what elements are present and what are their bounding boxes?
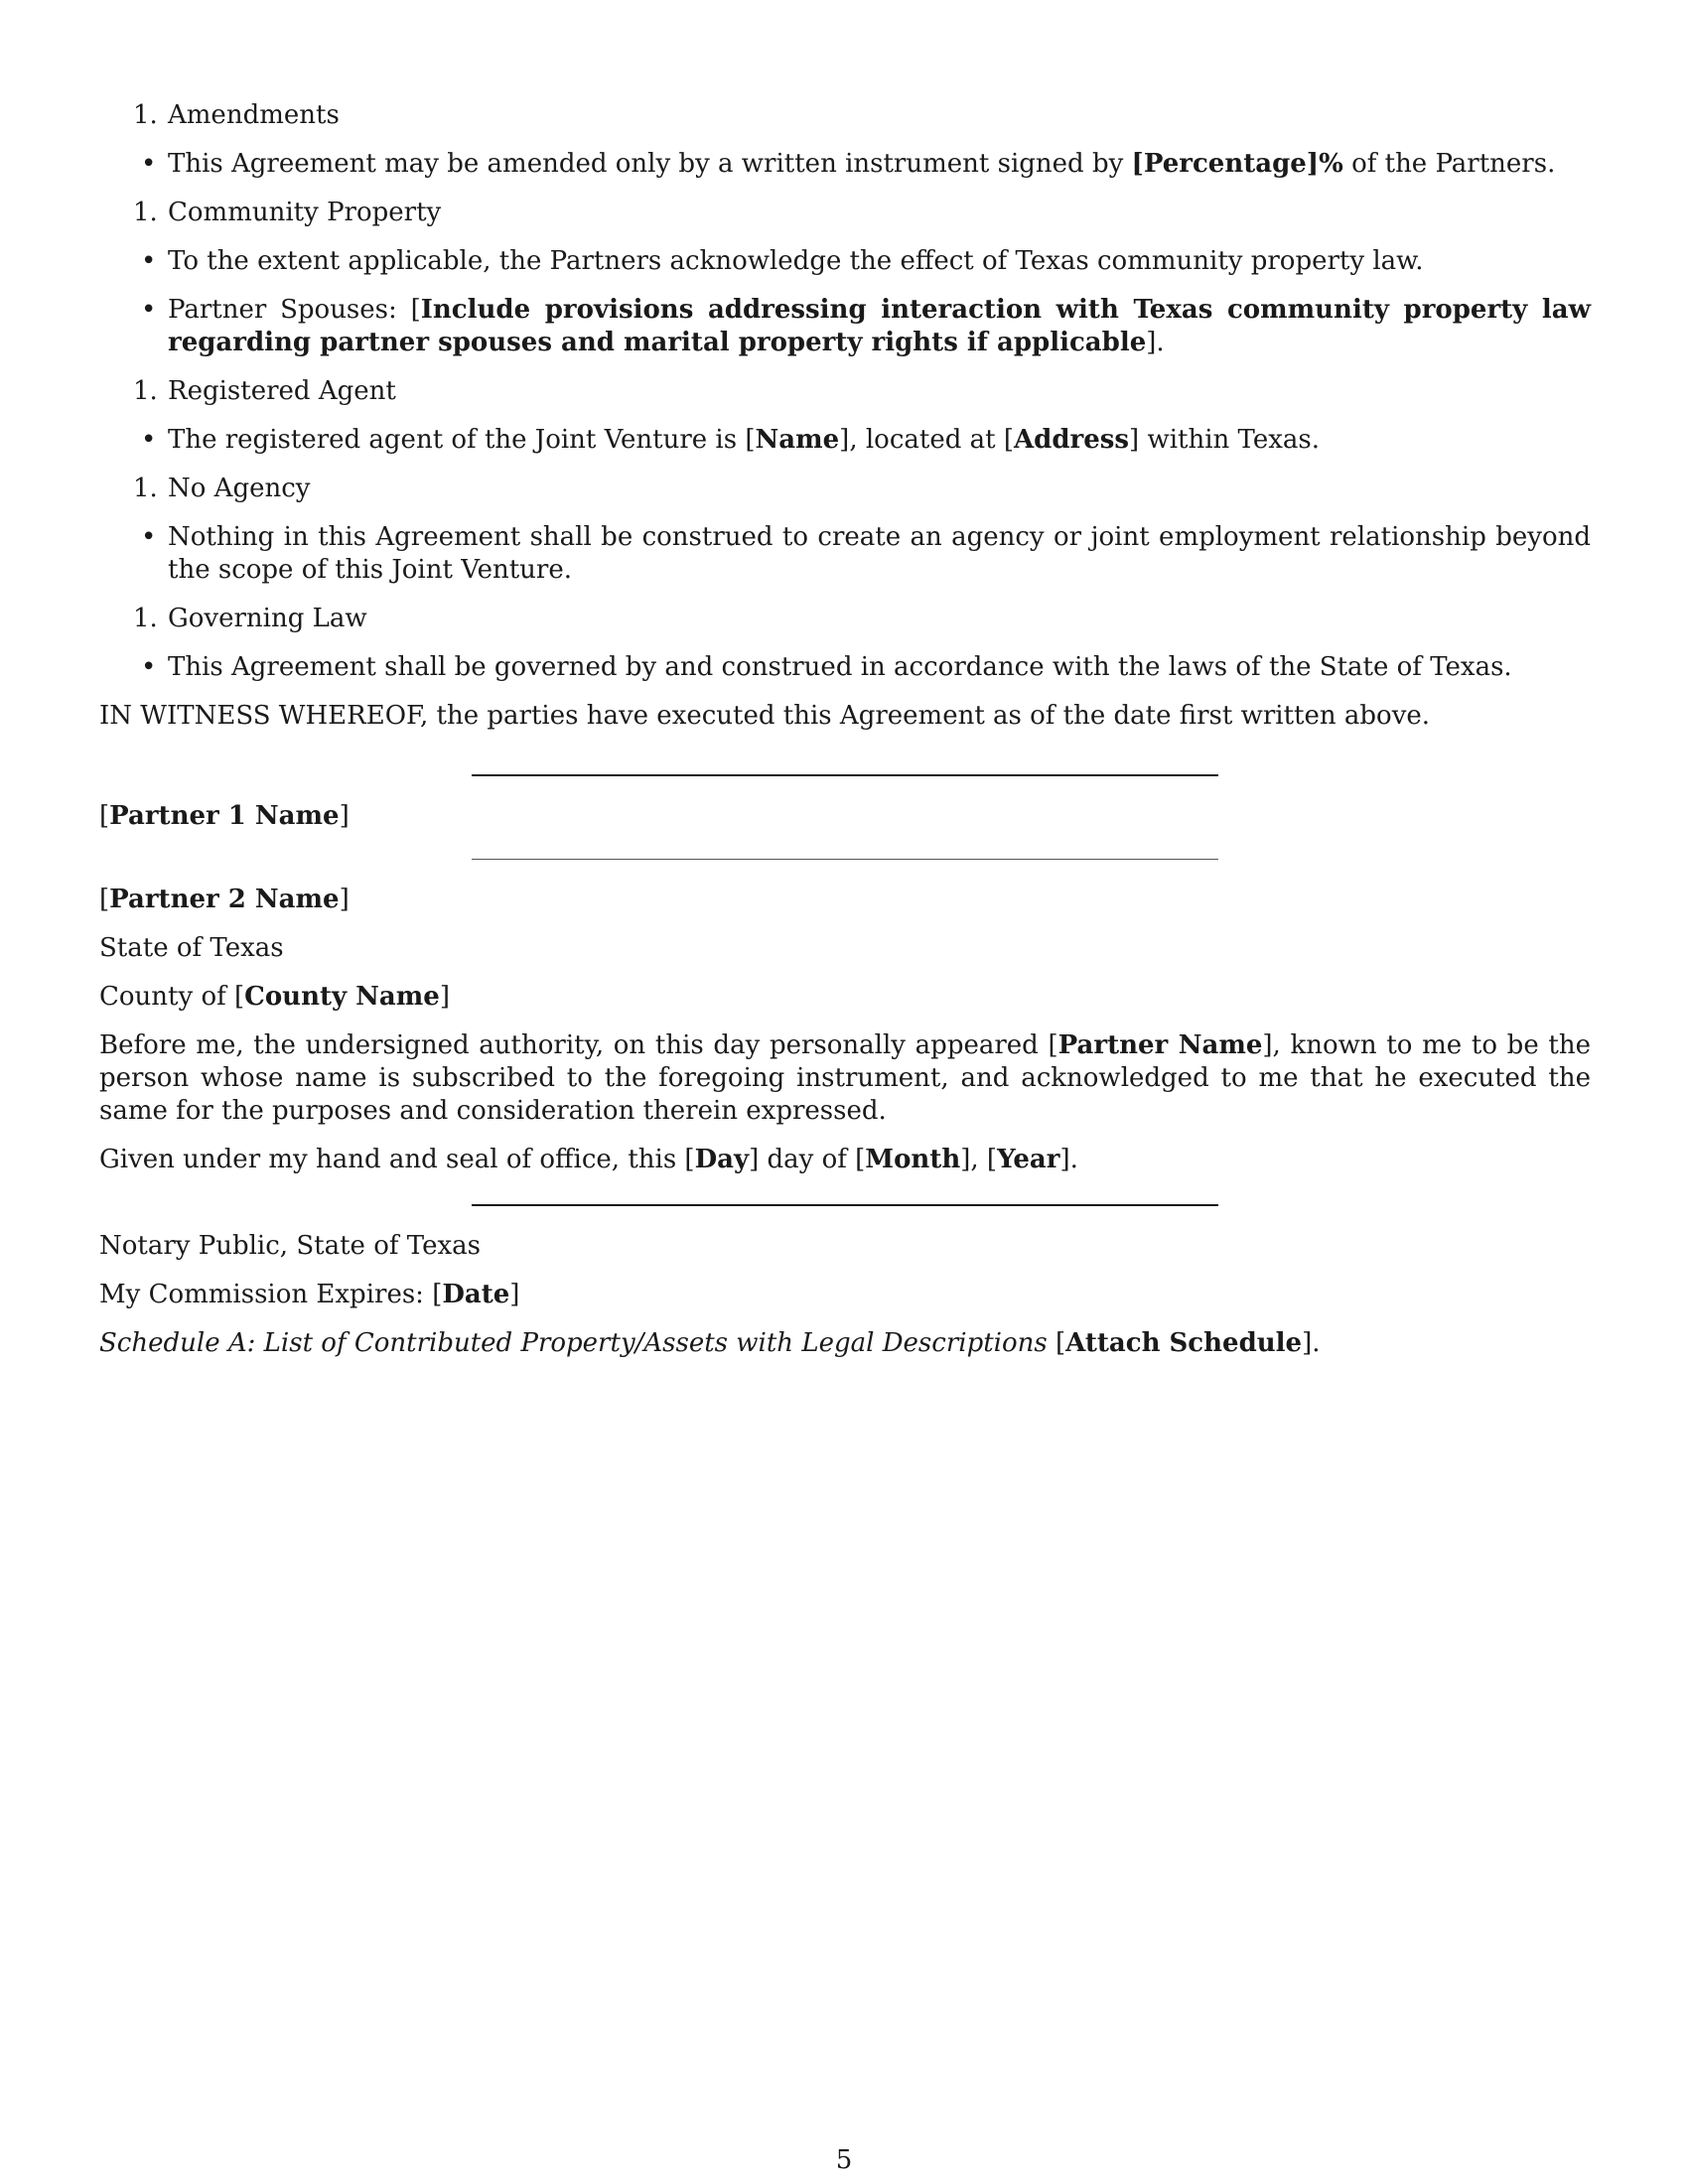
section-heading-registered-agent — [99, 375, 1591, 408]
schedule-text: [ — [1047, 1328, 1066, 1358]
bullet-item-registered-agent — [99, 424, 1591, 457]
schedule-title: Schedule A: List of Contributed Property/Assets with Legal Descriptions — [99, 1328, 1048, 1358]
bullet-text: To the extent applicable, the Partners acknowledge the effect of Texas community property law. — [168, 246, 1424, 276]
section-heading-community-property — [99, 197, 1591, 229]
placeholder-day: Day — [694, 1145, 750, 1174]
document-page — [99, 99, 1591, 1376]
placeholder-partner-2-name: Partner 2 Name — [109, 885, 340, 914]
given-text-mid: ], [ — [960, 1145, 998, 1174]
section-heading-governing-law — [99, 603, 1591, 635]
placeholder-partner-name: Partner Name — [1057, 1030, 1263, 1060]
placeholder-year: Year — [997, 1145, 1060, 1174]
bullet-item-no-agency — [99, 521, 1591, 587]
placeholder-month: Month — [865, 1145, 961, 1174]
bullet-text: This Agreement may be amended only by a written instrument signed by — [168, 149, 1132, 179]
bullet-marker: • — [141, 295, 157, 325]
bullet-text: Partner Spouses: [ — [168, 295, 421, 325]
schedule-text-end: ]. — [1302, 1328, 1321, 1358]
notary-state: State of Texas — [99, 933, 284, 963]
bullet-item-amendments — [99, 148, 1591, 181]
bullet-item-partner-spouses — [99, 294, 1591, 359]
placeholder-county-name: County Name — [244, 982, 440, 1012]
section-title: Community Property — [168, 198, 442, 227]
section-heading-no-agency — [99, 473, 1591, 505]
section-number: 1. — [133, 604, 158, 633]
acknowledgment-text-end: ], known to me to be the person whose name is subscribed to the foregoing instrument, and acknowledged to me that he executed the same for the purposes and consideration therein expressed. — [99, 1030, 1591, 1126]
placeholder-date: Date — [442, 1280, 510, 1309]
bullet-text: The registered agent of the Joint Venture is [ — [168, 425, 756, 455]
placeholder-partner-1-name: Partner 1 Name — [109, 801, 340, 831]
bullet-marker: • — [141, 149, 157, 179]
section-heading-amendments — [99, 99, 1591, 132]
expires-label: My Commission Expires: [ — [99, 1280, 443, 1309]
bullet-text-end: ] within Texas. — [1129, 425, 1321, 455]
bullet-text: Nothing in this Agreement shall be construed to create an agency or joint employment relationship beyond the scope of this Joint Venture. — [168, 522, 1591, 585]
notary-acknowledgment — [99, 1029, 1591, 1128]
section-title: No Agency — [168, 474, 311, 503]
section-number: 1. — [133, 376, 158, 406]
given-text-mid: ] day of [ — [749, 1145, 866, 1174]
placeholder-agent-name: Name — [755, 425, 840, 455]
signature-label-partner-2: [Partner 2 Name] — [99, 885, 350, 914]
bullet-marker: • — [141, 425, 157, 455]
county-label: County of [ — [99, 982, 245, 1012]
bullet-text-end: ]. — [1146, 328, 1165, 357]
expires-label-end: ] — [509, 1280, 520, 1309]
section-title: Amendments — [168, 100, 340, 130]
schedule-a-reference — [99, 1327, 1591, 1360]
bullet-marker: • — [141, 246, 157, 276]
notary-commission-expires — [99, 1279, 1591, 1311]
section-number: 1. — [133, 100, 158, 130]
bullet-marker: • — [141, 522, 157, 552]
bullet-marker: • — [141, 652, 157, 682]
section-title: Governing Law — [168, 604, 367, 633]
notary-given-under-hand — [99, 1144, 1591, 1176]
county-label-end: ] — [439, 982, 450, 1012]
given-text: Given under my hand and seal of office, this [ — [99, 1145, 695, 1174]
bullet-text: This Agreement shall be governed by and construed in accordance with the laws of the State of Texas. — [168, 652, 1512, 682]
signature-label-partner-1: [Partner 1 Name] — [99, 801, 350, 831]
bullet-text-end: of the Partners. — [1342, 149, 1556, 179]
placeholder-attach-schedule: Attach Schedule — [1065, 1328, 1303, 1358]
placeholder-agent-address: Address — [1013, 425, 1130, 455]
acknowledgment-text: Before me, the undersigned authority, on this day personally appeared [ — [99, 1030, 1058, 1060]
section-title: Registered Agent — [168, 376, 396, 406]
placeholder-percentage: [Percentage]% — [1131, 149, 1343, 179]
bullet-text-mid: ], located at [ — [839, 425, 1014, 455]
section-number: 1. — [133, 474, 158, 503]
witness-statement: IN WITNESS WHEREOF, the parties have executed this Agreement as of the date first written above. — [99, 701, 1431, 731]
bullet-item-community-property — [99, 245, 1591, 278]
given-text-end: ]. — [1059, 1145, 1078, 1174]
section-number: 1. — [133, 198, 158, 227]
notary-title: Notary Public, State of Texas — [99, 1231, 481, 1261]
bullet-item-governing-law — [99, 651, 1591, 684]
notary-county — [99, 981, 1591, 1014]
page-number: 5 — [835, 2145, 853, 2175]
placeholder-spouse-provisions: Include provisions addressing interaction with Texas community property law regarding partner spouses and marital property rights if applicable — [168, 295, 1592, 357]
